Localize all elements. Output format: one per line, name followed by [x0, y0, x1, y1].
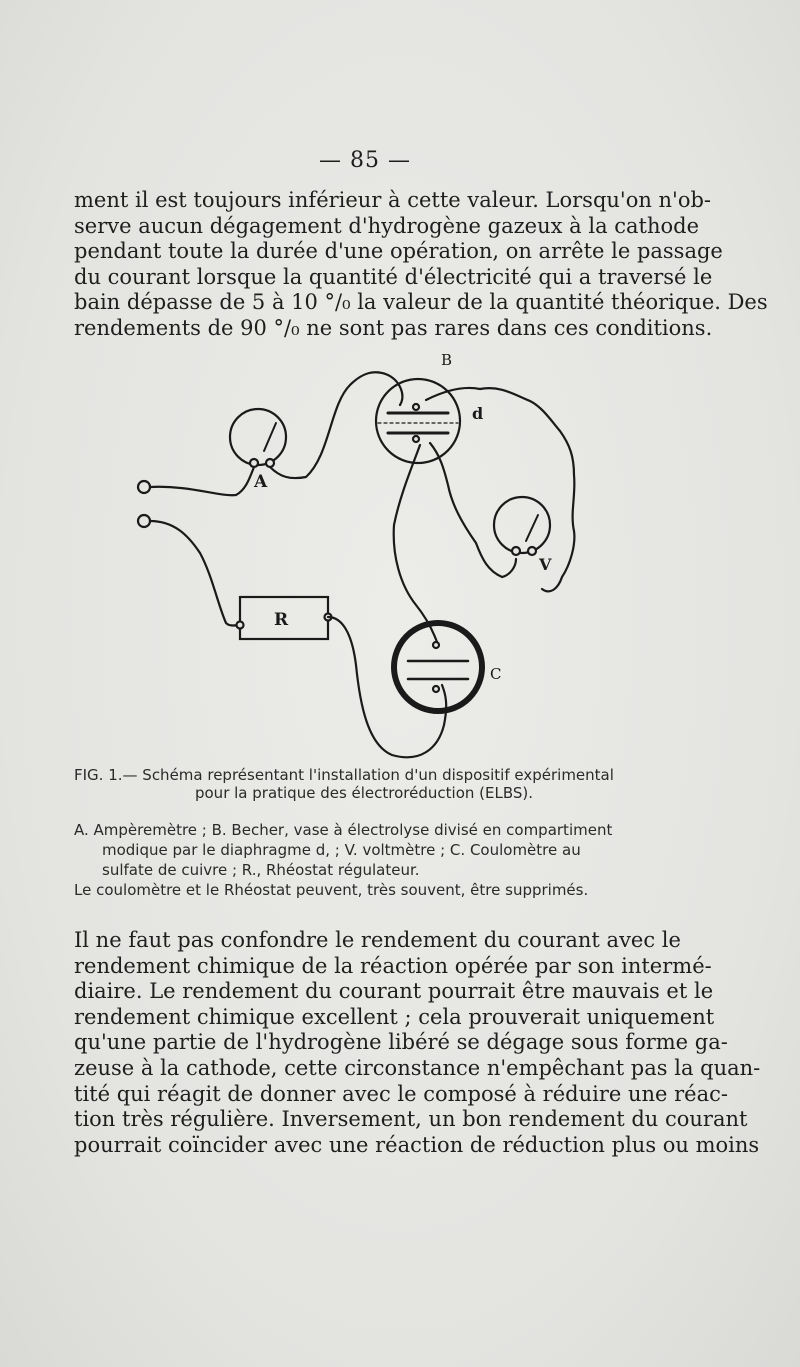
text-line: diaire. Le rendement du courant pourrait être mauvais et le	[74, 979, 714, 1004]
figure-legend	[74, 820, 654, 900]
caption-line: FIG. 1.— Schéma représentant l'installation d'un dispositif expérimental	[74, 766, 614, 784]
label-r: R	[274, 610, 289, 630]
text-line: pourrait coïncider avec une réaction de réduction plus ou moins	[74, 1132, 760, 1157]
legend-line: Le coulomètre et le Rhéostat peuvent, très souvent, être supprimés.	[74, 881, 589, 899]
label-d: d	[472, 404, 484, 423]
paragraph-bottom	[74, 928, 761, 1158]
text-line: bain dépasse de 5 à 10 °/₀ la valeur de la quantité théorique. Des	[74, 290, 768, 315]
page-number: — 85 —	[319, 148, 411, 173]
terminal-plus	[138, 481, 150, 493]
text-line: rendements de 90 °/₀ ne sont pas rares dans ces conditions.	[74, 315, 713, 340]
label-v: V	[539, 555, 552, 574]
text-line: rendement chimique de la réaction opérée par son intermé-	[74, 953, 712, 978]
text-line: serve aucun dégagement d'hydrogène gazeux à la cathode	[74, 213, 700, 238]
figure-caption	[74, 766, 654, 802]
text-line: tion très régulière. Inversement, un bon rendement du courant	[74, 1107, 748, 1132]
ammeter	[230, 409, 286, 467]
paragraph-top	[74, 188, 768, 342]
caption-line: pour la pratique des électroréduction (ELBS).	[194, 784, 534, 802]
text-line: qu'une partie de l'hydrogène libéré se dégage sous forme ga-	[74, 1030, 728, 1055]
legend-line: A. Ampèremètre ; B. Becher, vase à électrolyse divisé en compartiment	[74, 821, 613, 839]
circuit-diagram	[130, 345, 590, 765]
voltmeter	[494, 497, 550, 555]
label-b: B	[441, 351, 453, 369]
label-c: C	[490, 665, 502, 683]
legend-line: modique par le diaphragme d, ; V. voltmètre ; C. Coulomètre au	[102, 841, 581, 859]
text-line: rendement chimique excellent ; cela prouverait uniquement	[74, 1004, 715, 1029]
label-a: A	[254, 472, 268, 492]
text-line: tité qui réagit de donner avec le composé à réduire une réac-	[74, 1081, 728, 1106]
text-line: ment il est toujours inférieur à cette valeur. Lorsqu'on n'ob-	[74, 188, 712, 212]
text-line: zeuse à la cathode, cette circonstance n'empêchant pas la quan-	[74, 1055, 761, 1080]
legend-line: sulfate de cuivre ; R., Rhéostat régulateur.	[102, 861, 420, 879]
text-line: du courant lorsque la quantité d'électricité qui a traversé le	[74, 264, 713, 289]
coulometer-c	[394, 623, 482, 711]
text-line: Il ne faut pas confondre le rendement du courant avec le	[74, 928, 681, 952]
text-line: pendant toute la durée d'une opération, on arrête le passage	[74, 239, 723, 264]
terminal-minus	[138, 515, 150, 527]
